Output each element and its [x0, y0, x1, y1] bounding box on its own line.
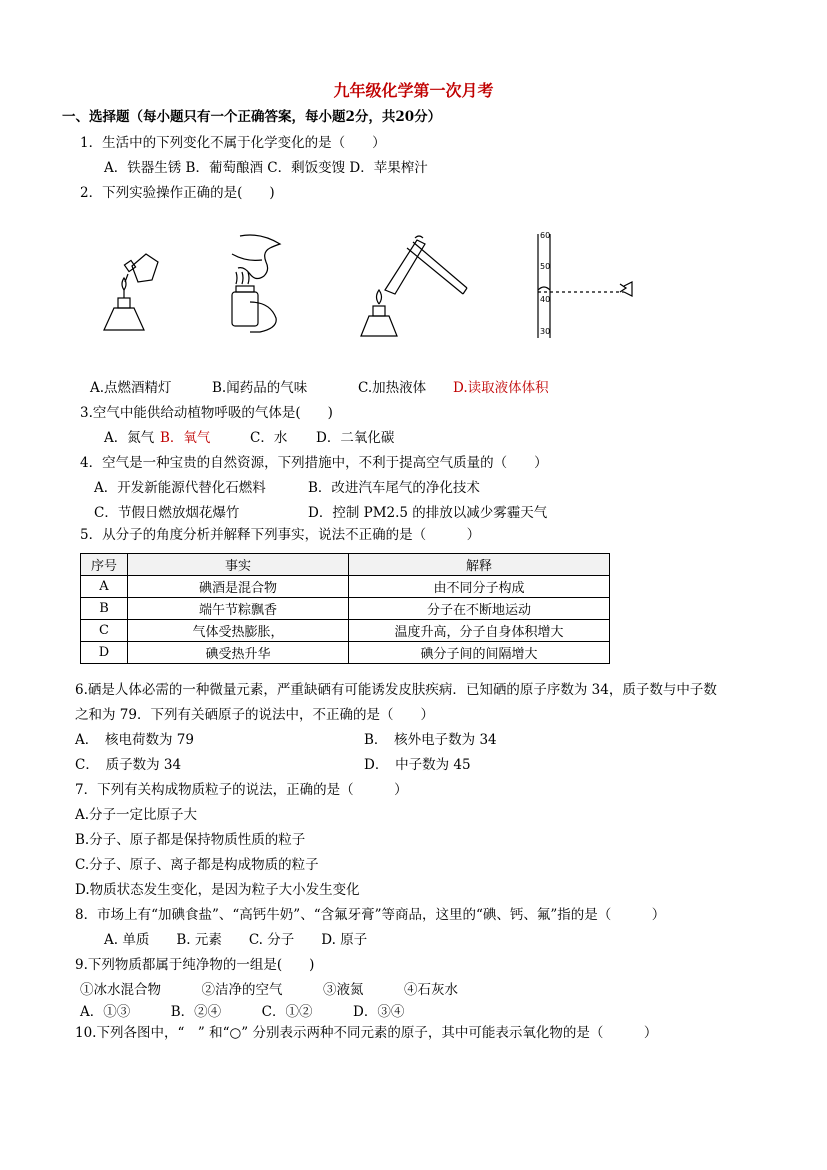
q5-table — [80, 553, 610, 664]
table-cell: B — [81, 598, 128, 620]
table-cell: D — [81, 642, 128, 664]
heating-liquid-figure — [355, 232, 475, 342]
q7-option-c: C.分子、原子、离子都是构成物质的粒子 — [75, 857, 319, 873]
page-title: 九年级化学第一次月考 — [333, 81, 494, 100]
q3-option-b: B．氧气 — [160, 430, 211, 446]
q3-option-d: D．二氧化碳 — [316, 430, 395, 446]
table-row — [81, 620, 610, 642]
q6-option-a: A． 核电荷数为 79 — [75, 732, 194, 748]
table-row — [81, 598, 610, 620]
q4-stem: 4．空气是一种宝贵的自然资源，下列措施中，不利于提高空气质量的（ ） — [80, 455, 548, 471]
cyl-tick-50: 50 — [540, 262, 551, 271]
q4-option-d: D．控制 PM2.5 的排放以减少雾霾天气 — [308, 505, 548, 521]
q6-line-1: 6.硒是人体必需的一种微量元素，严重缺硒有可能诱发皮肤疾病．已知硒的原子序数为 34，质子数与中子数 — [75, 682, 717, 698]
table-cell: C — [81, 620, 128, 642]
table-row — [81, 642, 610, 664]
q1-stem: 1．生活中的下列变化不属于化学变化的是（ ） — [80, 135, 386, 151]
q6-option-d: D． 中子数为 45 — [364, 757, 471, 773]
q2-option-c: C.加热液体 — [358, 380, 427, 396]
table-header-cell: 事实 — [128, 554, 349, 576]
table-cell: 分子在不断地运动 — [349, 598, 610, 620]
q10-stem: 10.下列各图中，“ ” 和“○” 分别表示两种不同元素的原子，其中可能表示氧化物的是（ ） — [75, 1025, 658, 1041]
cyl-tick-30: 30 — [540, 327, 551, 336]
table-cell: A — [81, 576, 128, 598]
q2-option-d: D.读取液体体积 — [453, 380, 549, 396]
table-cell: 温度升高，分子自身体积增大 — [349, 620, 610, 642]
table-cell: 端午节粽飘香 — [128, 598, 349, 620]
smelling-figure — [222, 232, 302, 342]
q2-option-b: B.闻药品的气味 — [212, 380, 308, 396]
q5-stem: 5．从分子的角度分析并解释下列事实，说法不正确的是（ ） — [80, 527, 481, 543]
q2-option-a: A.点燃酒精灯 — [90, 380, 172, 396]
q3-option-c: C．水 — [250, 430, 288, 446]
q6-line-2: 之和为 79．下列有关硒原子的说法中，不正确的是（ ） — [75, 707, 434, 723]
table-header-row — [81, 554, 610, 576]
q7-option-a: A.分子一定比原子大 — [75, 807, 198, 823]
table-cell: 碘分子间的间隔增大 — [349, 642, 610, 664]
q9-stem: 9.下列物质都属于纯净物的一组是( ) — [75, 957, 315, 973]
q7-stem: 7．下列有关构成物质粒子的说法，正确的是（ ） — [75, 782, 408, 798]
q6-option-c: C． 质子数为 34 — [75, 757, 182, 773]
q4-option-b: B．改进汽车尾气的净化技术 — [308, 480, 480, 496]
lamp-lighting-figure — [92, 240, 172, 340]
q7-option-b: B.分子、原子都是保持物质性质的粒子 — [75, 832, 306, 848]
section-heading: 一、选择题（每小题只有一个正确答案，每小题2分，共20分） — [62, 109, 442, 125]
graduated-cylinder-figure — [520, 230, 640, 342]
cyl-tick-40: 40 — [540, 295, 551, 304]
q1-options: A．铁器生锈 B．葡萄酿酒 C．剩饭变馊 D．苹果榨汁 — [104, 160, 428, 176]
q9-items: ①冰水混合物 ②洁净的空气 ③液氮 ④石灰水 — [80, 982, 458, 998]
q4-option-c: C．节假日燃放烟花爆竹 — [94, 505, 240, 521]
q2-stem: 2．下列实验操作正确的是( ) — [80, 185, 275, 201]
q3-stem: 3.空气中能供给动植物呼吸的气体是( ) — [80, 405, 333, 421]
table-cell: 气体受热膨胀， — [128, 620, 349, 642]
table-header-cell: 解释 — [349, 554, 610, 576]
q3-option-a: A．氮气 — [104, 430, 155, 446]
table-header-cell: 序号 — [81, 554, 128, 576]
q4-option-a: A．开发新能源代替化石燃料 — [94, 480, 266, 496]
q9-options: A．①③ B．②④ C．①② D．③④ — [80, 1004, 405, 1020]
q6-option-b: B． 核外电子数为 34 — [364, 732, 497, 748]
cyl-tick-60: 60 — [540, 231, 551, 240]
q7-option-d: D.物质状态发生变化，是因为粒子大小发生变化 — [75, 882, 360, 898]
q8-options: A. 单质 B. 元素 C. 分子 D. 原子 — [104, 932, 368, 948]
table-cell: 碘酒是混合物 — [128, 576, 349, 598]
table-cell: 由不同分子构成 — [349, 576, 610, 598]
q8-stem: 8．市场上有“加碘食盐”、“高钙牛奶”、“含氟牙膏”等商品，这里的“碘、钙、氟”指的是（ ） — [75, 907, 666, 923]
table-row — [81, 576, 610, 598]
table-cell: 碘受热升华 — [128, 642, 349, 664]
